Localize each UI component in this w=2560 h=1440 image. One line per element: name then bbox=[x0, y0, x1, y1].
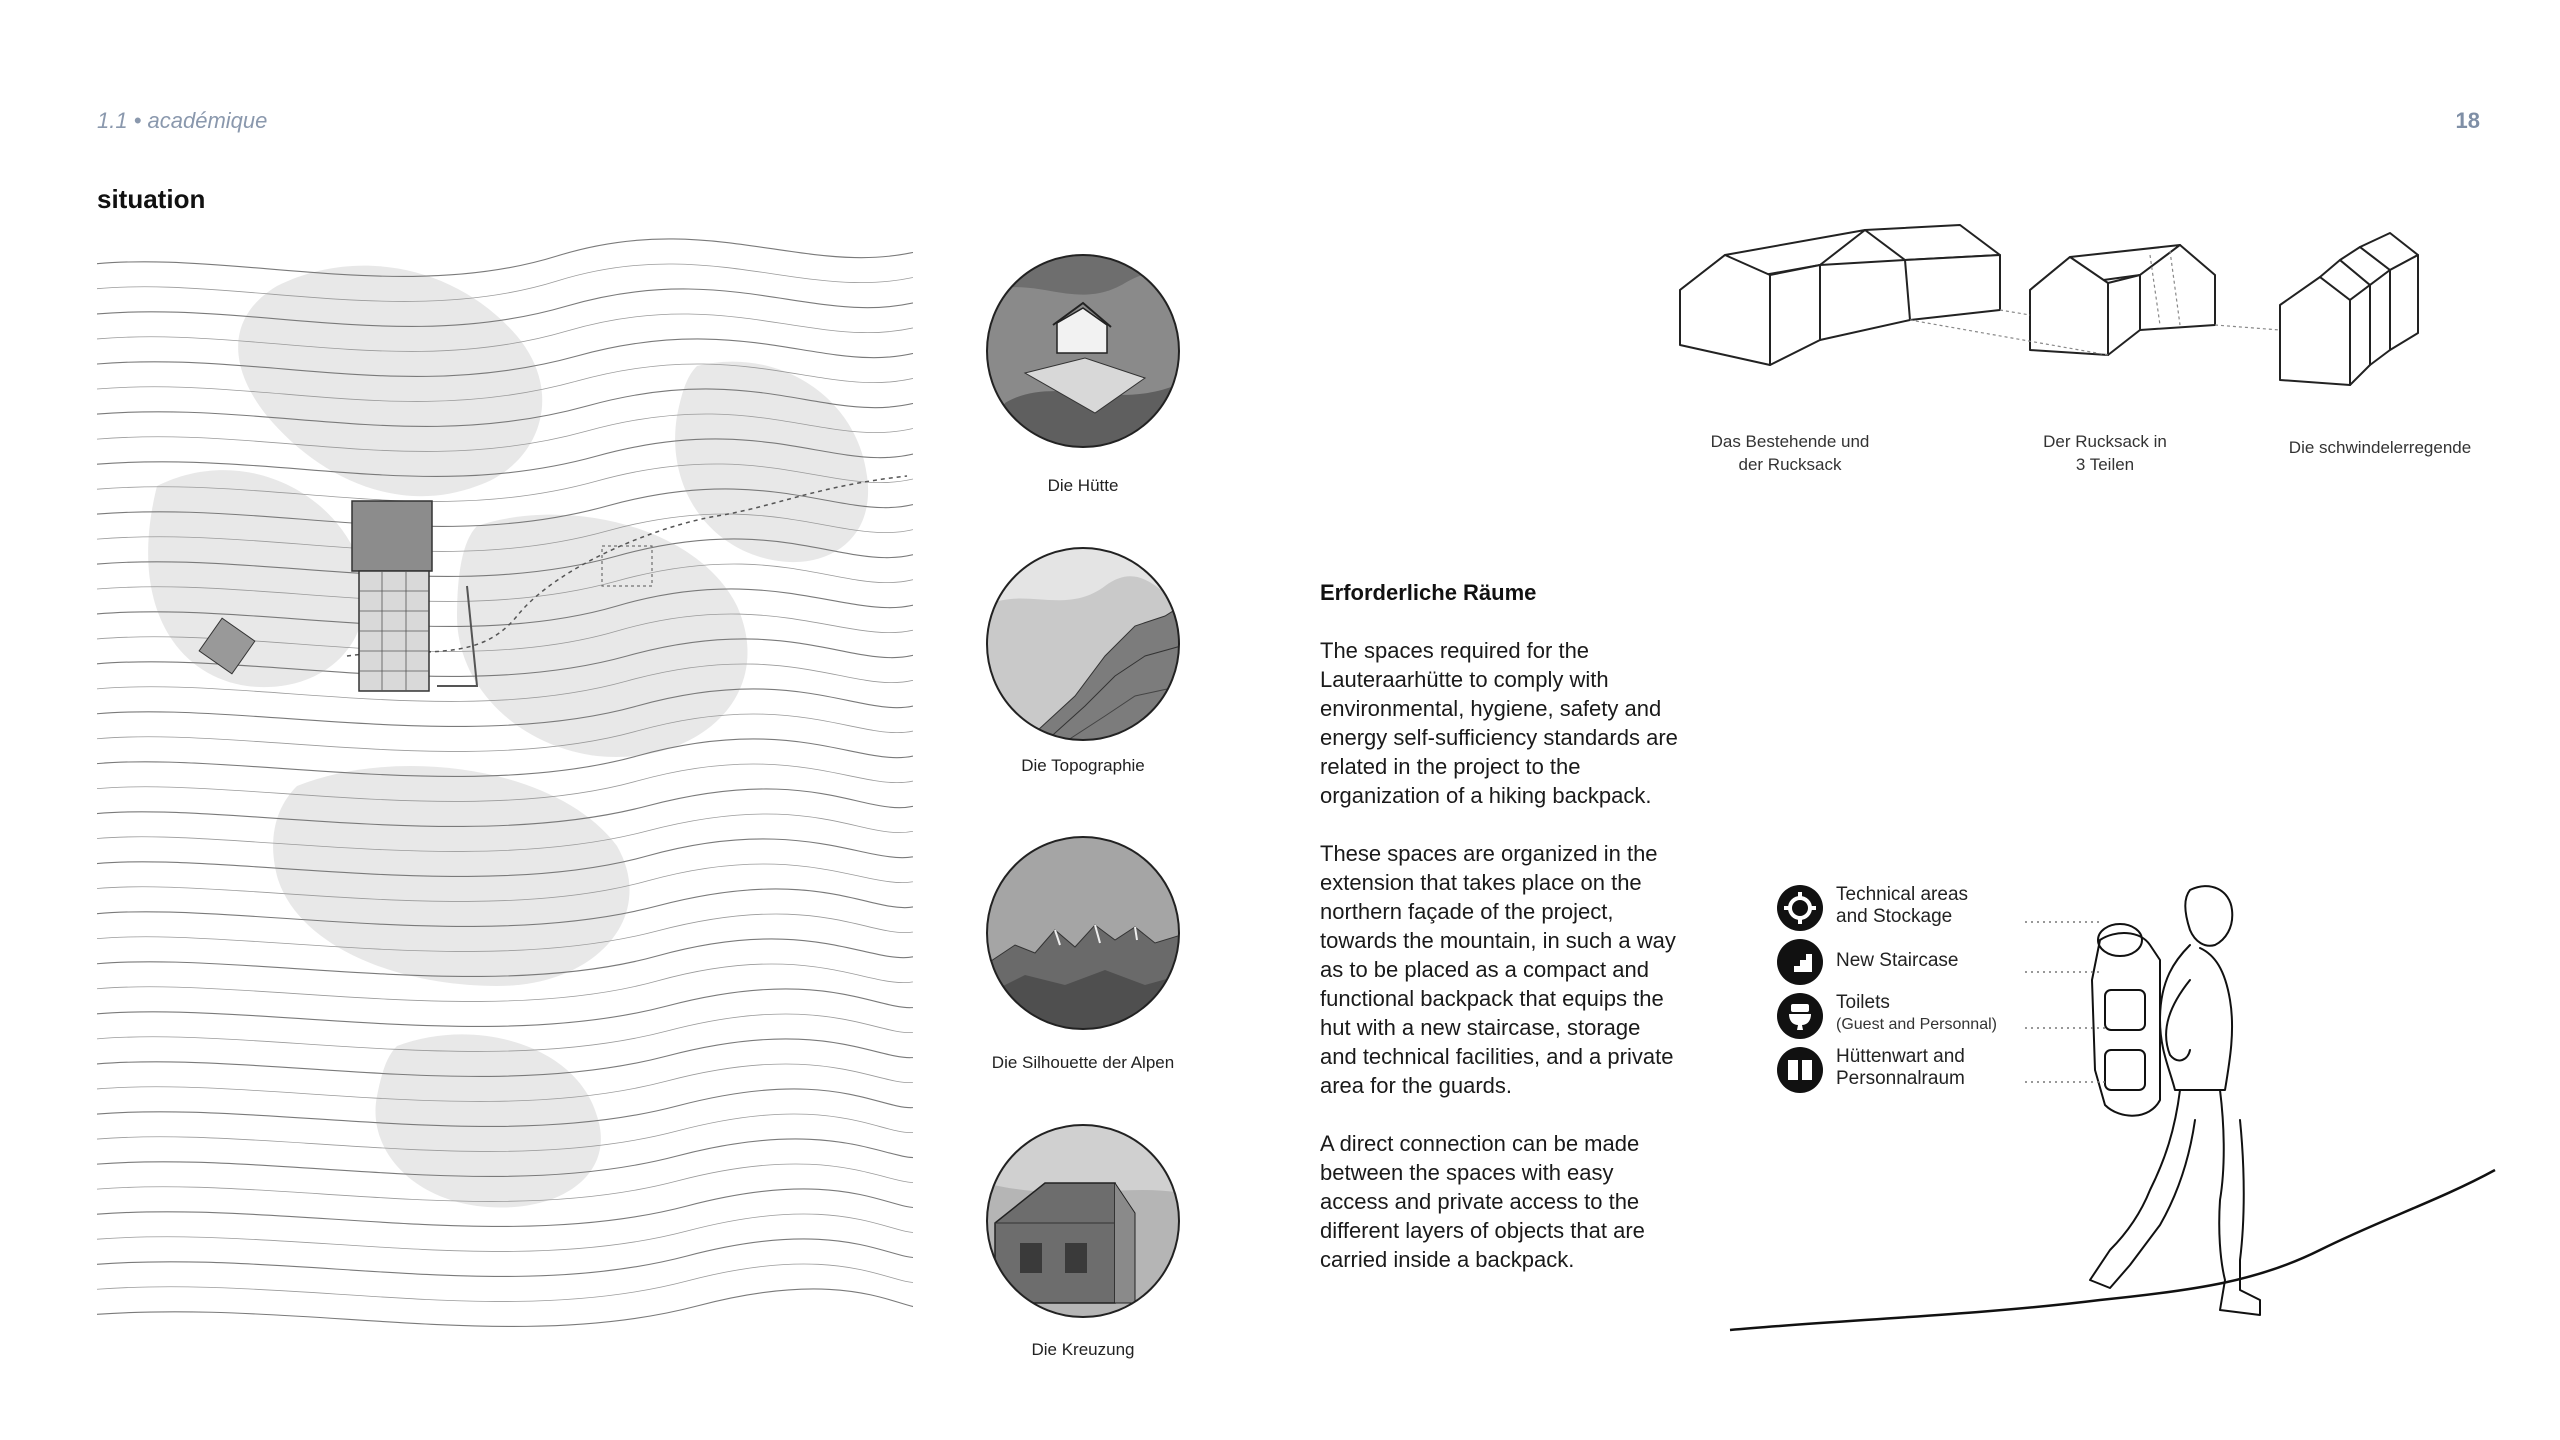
legend-technical-areas bbox=[1776, 884, 2066, 938]
legend-toilets-label bbox=[1836, 992, 1997, 1036]
crossing-photo-icon bbox=[985, 1123, 1181, 1319]
alps-silhouette-photo-icon bbox=[985, 835, 1181, 1031]
topographic-site-map bbox=[97, 226, 913, 1354]
crossing-photo-circle bbox=[985, 1123, 1181, 1324]
alps-silhouette-photo-circle bbox=[985, 835, 1181, 1036]
topography-photo-circle bbox=[985, 546, 1181, 747]
legend-toilets-line1: Toilets bbox=[1836, 992, 1890, 1013]
house-caption-2-line2: 3 Teilen bbox=[2075, 455, 2135, 474]
legend-huttenwart bbox=[1776, 1046, 2066, 1100]
house-caption-3-line1: Die schwindelerregende bbox=[2288, 438, 2472, 457]
circle-caption-hut: Die Hütte bbox=[1047, 476, 1119, 495]
legend-toilets bbox=[1776, 992, 2066, 1046]
legend-huttenwart-line1: Hüttenwart and bbox=[1836, 1046, 1965, 1067]
legend-toilets-sub: (Guest and Personnal) bbox=[1836, 1016, 1997, 1033]
section-title: situation bbox=[97, 184, 206, 214]
house-caption-1-line1: Das Bestehende und bbox=[1710, 432, 1870, 451]
house-caption-3 bbox=[2260, 436, 2500, 459]
toilet-icon bbox=[1776, 992, 1824, 1040]
required-spaces-text bbox=[1320, 636, 1680, 1303]
required-spaces-title: Erforderliche Räume bbox=[1320, 580, 1537, 605]
topography-photo-icon bbox=[985, 546, 1181, 742]
legend-technical-line1: Technical areas bbox=[1836, 884, 1969, 905]
gear-wrench-icon bbox=[1776, 884, 1824, 932]
legend-technical-line2: and Stockage bbox=[1836, 906, 1953, 927]
circle-caption-topography: Die Topographie bbox=[1021, 756, 1145, 775]
legend-staircase-label bbox=[1836, 950, 1959, 972]
house-caption-2-line1: Der Rucksack in bbox=[2043, 432, 2167, 451]
circle-caption-alps: Die Silhouette der Alpen bbox=[991, 1053, 1175, 1072]
legend-huttenwart-line2: Personnalraum bbox=[1836, 1068, 1965, 1089]
page-number: 18 bbox=[2455, 108, 2480, 133]
paragraph-2: These spaces are organized in the extension that takes place on the northern façade of the project, towards the mountain, in such a way as to be placed as a compact and functional backpack that equips the hut with a new staircase, storage and technical facilities, and a private area for the guards. bbox=[1320, 841, 1676, 1098]
house-caption-1 bbox=[1690, 430, 1890, 476]
legend-staircase-line1: New Staircase bbox=[1836, 950, 1959, 971]
house-caption-2 bbox=[2015, 430, 2195, 476]
paragraph-3: A direct connection can be made between the spaces with easy access and private access to the different layers of objects that are carried inside a backpack. bbox=[1320, 1131, 1645, 1272]
legend-huttenwart-label bbox=[1836, 1046, 1965, 1090]
legend-new-staircase bbox=[1776, 938, 2066, 992]
chapter-label: 1.1 • académique bbox=[97, 108, 268, 133]
paragraph-1: The spaces required for the Lauteraarhütte to comply with environmental, hygiene, safety and energy self-sufficiency standards are related in the project to the organization of a hiking backpack. bbox=[1320, 638, 1678, 808]
staircase-icon bbox=[1776, 938, 1824, 986]
legend-technical-label bbox=[1836, 884, 1968, 928]
hut-photo-circle bbox=[985, 253, 1181, 454]
beds-icon bbox=[1776, 1046, 1824, 1094]
house-caption-1-line2: der Rucksack bbox=[1738, 455, 1842, 474]
circle-caption-crossing: Die Kreuzung bbox=[1031, 1340, 1135, 1359]
house-volume-diagrams bbox=[1660, 215, 2480, 405]
hut-photo-icon bbox=[985, 253, 1181, 449]
